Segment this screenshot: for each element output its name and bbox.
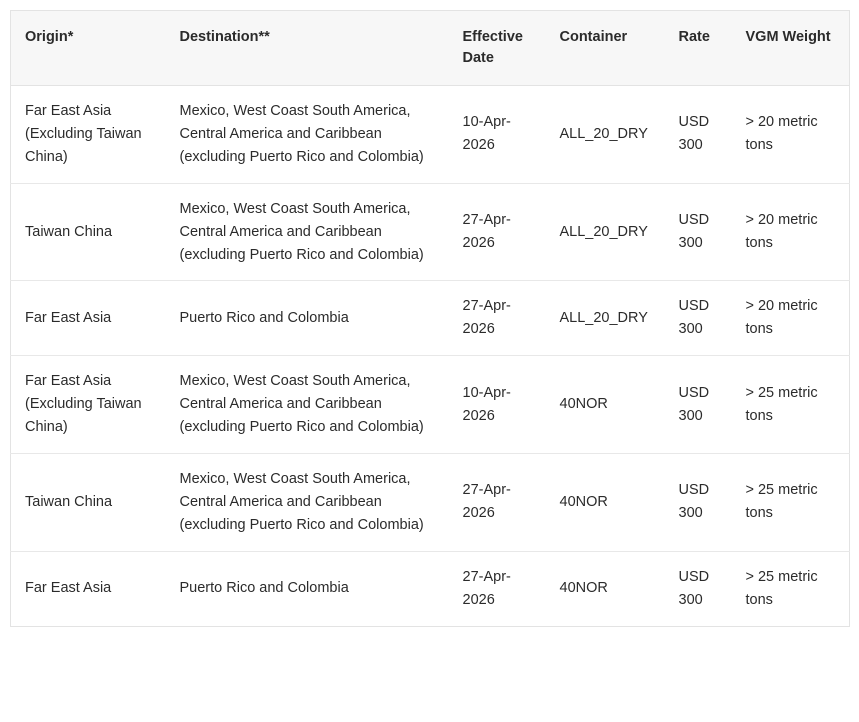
cell-container: ALL_20_DRY [546,86,665,184]
table-row [11,183,850,281]
cell-rate: USD 300 [665,86,732,184]
cell-vgm-weight: > 20 metric tons [732,281,850,356]
column-header-effective-date: Effective Date [449,11,546,86]
cell-rate: USD 300 [665,281,732,356]
cell-container: 40NOR [559,580,608,597]
cell-effective-date: 27-Apr-2026 [449,454,546,552]
column-header-destination: Destination** [166,11,449,86]
table-row [11,356,850,454]
cell-destination: Mexico, West Coast South America, Central America and Caribbean (excluding Puerto Rico and Colombia) [166,86,449,184]
cell-destination: Mexico, West Coast South America, Central America and Caribbean (excluding Puerto Rico and Colombia) [166,183,449,281]
cell-effective-date: 27-Apr-2026 [449,281,546,356]
rate-table-container [0,10,859,627]
cell-destination: Mexico, West Coast South America, Central America and Caribbean (excluding Puerto Rico and Colombia) [166,356,449,454]
cell-vgm-weight: > 25 metric tons [745,568,818,608]
table-row [11,86,850,184]
table-row [11,551,850,626]
cell-container: 40NOR [546,356,665,454]
cell-container: 40NOR [546,454,665,552]
cell-container: ALL_20_DRY [546,281,665,356]
cell-origin: Taiwan China [11,454,166,552]
cell-rate: USD 300 [665,183,732,281]
cell-destination: Puerto Rico and Colombia [179,580,349,597]
cell-origin: Far East Asia [11,281,166,356]
column-header-rate: Rate [665,11,732,86]
rate-table [10,10,850,627]
cell-origin: Far East Asia (Excluding Taiwan China) [11,356,166,454]
cell-origin: Taiwan China [11,183,166,281]
cell-vgm-weight: > 20 metric tons [732,86,850,184]
table-header-row [11,11,850,86]
table-row [11,281,850,356]
cell-rate: USD 300 [665,356,732,454]
cell-effective-date: 27-Apr-2026 [449,183,546,281]
cell-vgm-weight: > 20 metric tons [732,183,850,281]
cell-effective-date: 10-Apr-2026 [449,356,546,454]
table-header [11,11,850,86]
cell-effective-date: 27-Apr-2026 [462,568,511,608]
cell-rate: USD 300 [665,454,732,552]
cell-origin: Far East Asia [25,580,112,597]
column-header-container: Container [546,11,665,86]
cell-vgm-weight: > 25 metric tons [732,454,850,552]
table-row [11,454,850,552]
column-header-vgm-weight: VGM Weight [732,11,850,86]
cell-vgm-weight: > 25 metric tons [732,356,850,454]
table-body [11,86,850,627]
cell-destination: Mexico, West Coast South America, Central America and Caribbean (excluding Puerto Rico and Colombia) [166,454,449,552]
cell-rate: USD 300 [678,568,710,608]
column-header-origin: Origin* [11,11,166,86]
cell-destination: Puerto Rico and Colombia [166,281,449,356]
cell-container: ALL_20_DRY [546,183,665,281]
cell-origin: Far East Asia (Excluding Taiwan China) [11,86,166,184]
cell-effective-date: 10-Apr-2026 [449,86,546,184]
